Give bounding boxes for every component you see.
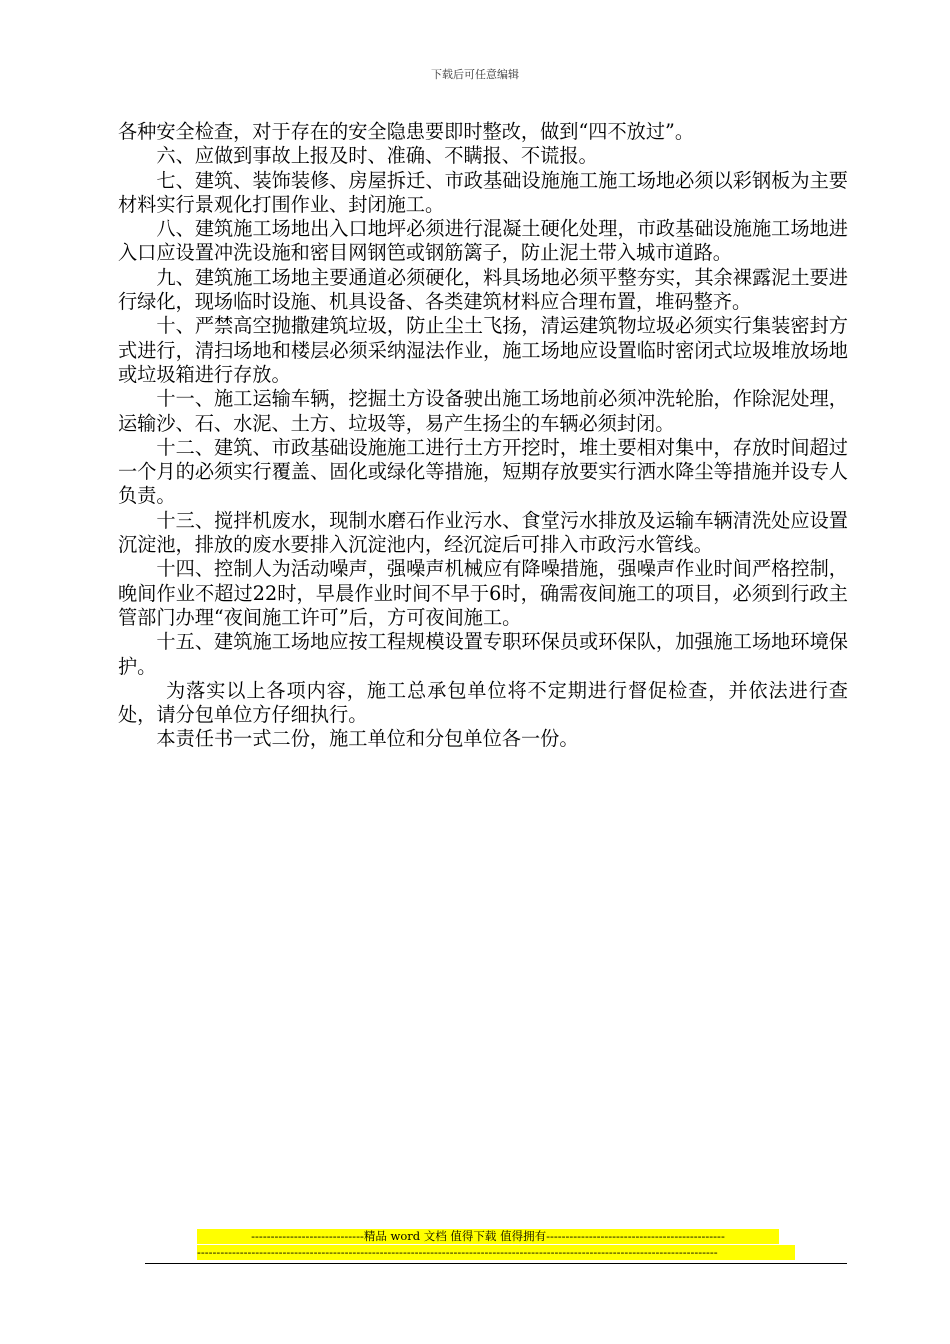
footer-banner-line-1: -----------------------------精品 word 文档 值得下载 值得拥有---------------------------------------------- xyxy=(197,1229,779,1244)
header-note: 下载后可任意编辑 xyxy=(431,68,519,81)
paragraph-item-12: 十二、建筑、市政基础设施施工进行土方开挖时，堆土要相对集中，存放时间超过一个月的必须实行覆盖、固化或绿化等措施，短期存放要实行洒水降尘等措施并设专人负责。 xyxy=(118,435,848,508)
paragraph-copies: 本责任书一式二份，施工单位和分包单位各一份。 xyxy=(156,727,579,751)
document-body xyxy=(118,120,848,752)
footer-banner-line-2: -------------------------------------------------------------------------------------------------------------------------------------- xyxy=(197,1245,795,1260)
paragraph-item-13: 十三、搅拌机废水，现制水磨石作业污水、食堂污水排放及运输车辆清洗处应设置沉淀池，排放的废水要排入沉淀池内，经沉淀后可排入市政污水管线。 xyxy=(118,508,848,557)
paragraph-item-15: 十五、建筑施工场地应按工程规模设置专职环保员或环保队，加强施工场地环境保护。 xyxy=(118,630,848,678)
paragraph-implementation: 为落实以上各项内容，施工总承包单位将不定期进行督促检查，并依法进行查处，请分包单位方仔细执行。 xyxy=(118,678,848,727)
paragraph-item-8: 八、建筑施工场地出入口地坪必须进行混凝土硬化处理，市政基础设施施工场地进入口应设置冲洗设施和密目网钢笆或钢筋篱子，防止泥土带入城市道路。 xyxy=(118,217,848,265)
paragraph-item-11: 十一、施工运输车辆，挖掘土方设备驶出施工场地前必须冲洗轮胎，作除泥处理，运输沙、石、水泥、土方、垃圾等，易产生扬尘的车辆必须封闭。 xyxy=(118,387,848,435)
paragraph-item-14: 十四、控制人为活动噪声，强噪声机械应有降噪措施，强噪声作业时间严格控制，晚间作业不超过22时，早晨作业时间不早于6时，确需夜间施工的项目，必须到行政主管部门办理“夜间施工许可”后，方可夜间施工。 xyxy=(118,557,848,629)
paragraph-continuation: 各种安全检查，对于存在的安全隐患要即时整改，做到“四不放过”。 xyxy=(118,120,695,143)
paragraph-item-7: 七、建筑、装饰装修、房屋拆迁、市政基础设施施工施工场地必须以彩钢板为主要材料实行景观化打围作业、封闭施工。 xyxy=(118,168,848,216)
paragraph-item-9: 九、建筑施工场地主要通道必须硬化，料具场地必须平整夯实，其余裸露泥土要进行绿化，现场临时设施、机具设备、各类建筑材料应合理布置，堆码整齐。 xyxy=(118,265,848,314)
footer-divider xyxy=(145,1263,847,1264)
paragraph-item-6: 六、应做到事故上报及时、准确、不瞒报、不谎报。 xyxy=(156,144,598,168)
paragraph-item-10: 十、严禁高空抛撒建筑垃圾，防止尘土飞扬，清运建筑物垃圾必须实行集装密封方式进行，清扫场地和楼层必须采纳湿法作业，施工场地应设置临时密闭式垃圾堆放场地或垃圾箱进行存放。 xyxy=(118,314,848,386)
